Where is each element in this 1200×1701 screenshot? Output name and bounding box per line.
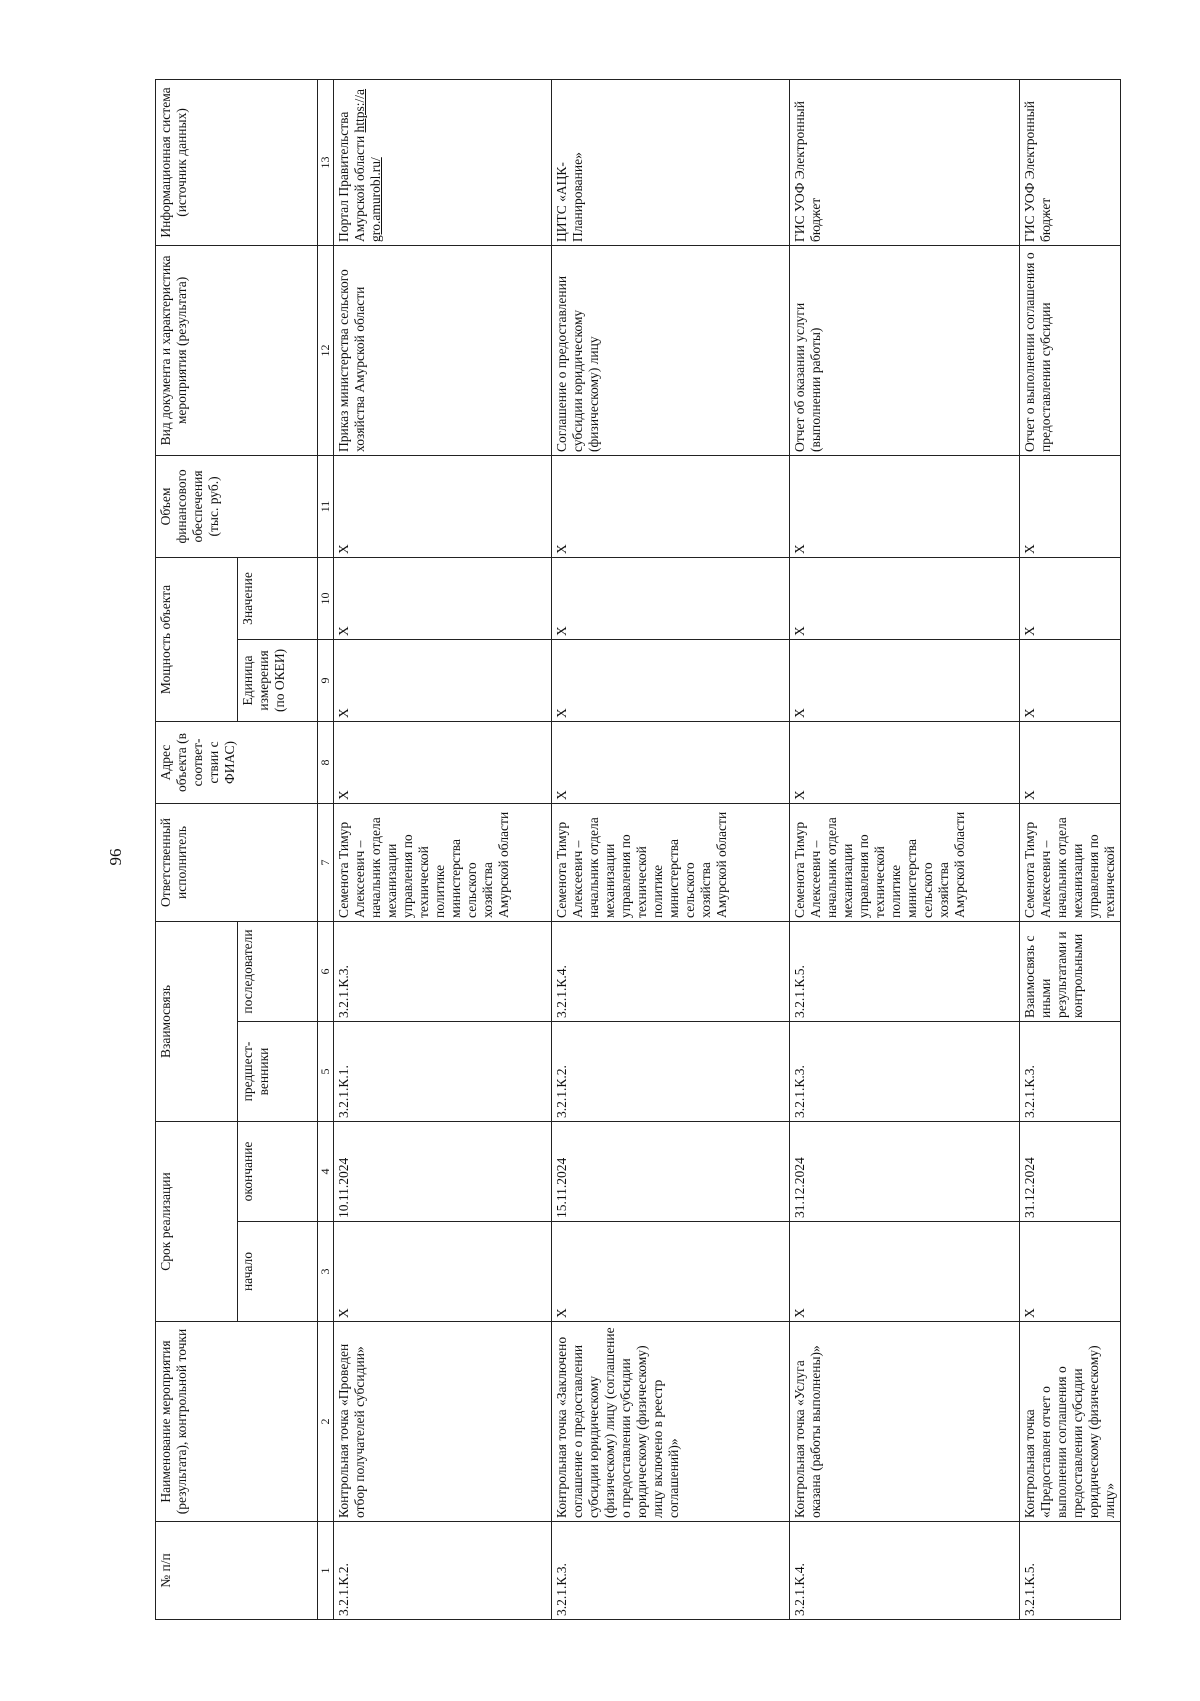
col-number: 11 [318,455,334,557]
row-system [334,79,552,245]
header-row-1 [156,79,238,1619]
row-executor: Семенота Тимур Алексеевич – начальник отдела механизации управления по технической политике министерства сельского хозяйства Амурской области [334,803,552,921]
page-number: 96 [106,848,125,866]
row-start: X [334,1222,552,1322]
row-end: 31.12.2024 [790,1121,1020,1221]
row-doc: Отчет об оказании услуги (выполнении работы) [790,245,1020,455]
row-follower: Взаимосвязь с иными результатами и контрольными [1020,921,1121,1021]
header-term-start: начало [238,1222,318,1322]
header-capacity: Мощность объекта [156,557,238,721]
header-name: Наименование мероприятия (результата), контрольной точки [156,1322,318,1522]
header-followers: последователи [238,921,318,1021]
row-end: 10.11.2024 [334,1121,552,1221]
row-address: X [552,721,790,803]
row-name: Контрольная точка «Проведен отбор получателей субсидии» [334,1322,552,1522]
row-follower: 3.2.1.К.4. [552,921,790,1021]
table-row [334,79,552,1619]
row-unit: X [1020,639,1121,721]
row-name: Контрольная точка «Услуга оказана (работы выполнены)» [790,1322,1020,1522]
row-system: ГИС УОФ Электронный бюджет [1020,79,1121,245]
row-doc: Соглашение о предоставлении субсидии юридическому (физическому) лицу [552,245,790,455]
row-num: 3.2.1.К.2. [334,1522,552,1620]
table-row [790,79,1020,1619]
row-value: X [334,557,552,639]
row-predecessor: 3.2.1.К.2. [552,1021,790,1121]
row-value: X [552,557,790,639]
col-number: 4 [318,1121,334,1221]
row-value: X [1020,557,1121,639]
row-follower: 3.2.1.К.3. [334,921,552,1021]
col-number: 6 [318,921,334,1021]
table-row [552,79,790,1619]
header-value: Значение [238,557,318,639]
row-system: ГИС УОФ Электронный бюджет [790,79,1020,245]
col-number: 13 [318,79,334,245]
plan-table [155,79,1121,1620]
row-name: Контрольная точка «Заключено соглашение о предоставлении субсидии юридическому (физическому) лицу (соглашение о предоставлении субсидии юридическому (физическому) лицу включено в реестр соглашений)» [552,1322,790,1522]
row-start: X [1020,1222,1121,1322]
row-system-link[interactable]: https://agro.amurobl.ru/ [352,88,383,242]
row-end: 31.12.2024 [1020,1121,1121,1221]
header-address: Адрес объекта (в соответ-ствии с ФИАС) [156,721,318,803]
row-start: X [790,1222,1020,1322]
row-finance: X [790,455,1020,557]
col-number: 10 [318,557,334,639]
col-number: 7 [318,803,334,921]
row-predecessor: 3.2.1.К.1. [334,1021,552,1121]
row-system-text: Портал Правительства Амурской области [336,111,367,242]
table-row [1020,79,1121,1619]
header-term-end: окончание [238,1121,318,1221]
row-unit: X [552,639,790,721]
row-address: X [1020,721,1121,803]
row-start: X [552,1222,790,1322]
header-doc-type: Вид документа и характеристика мероприятия (результата) [156,245,318,455]
col-number: 2 [318,1322,334,1522]
header-executor: Ответственный исполнитель [156,803,318,921]
header-info-system: Информационная система (источник данных) [156,79,318,245]
header-relation: Взаимосвязь [156,921,238,1121]
rotated-table-wrapper [155,80,1117,1620]
col-number: 1 [318,1522,334,1620]
header-finance: Объем финансового обеспечения (тыс. руб.) [156,455,318,557]
col-number: 3 [318,1222,334,1322]
row-num: 3.2.1.К.5. [1020,1522,1121,1620]
row-unit: X [790,639,1020,721]
row-finance: X [1020,455,1121,557]
col-number: 8 [318,721,334,803]
col-number: 12 [318,245,334,455]
row-num: 3.2.1.К.3. [552,1522,790,1620]
row-unit: X [334,639,552,721]
col-number: 9 [318,639,334,721]
row-predecessor: 3.2.1.К.3. [1020,1021,1121,1121]
row-value: X [790,557,1020,639]
header-num: № п/п [156,1522,318,1620]
row-finance: X [552,455,790,557]
header-unit: Единица измерения (по ОКЕИ) [238,639,318,721]
row-end: 15.11.2024 [552,1121,790,1221]
header-predecessors: предшест-венники [238,1021,318,1121]
row-name: Контрольная точка «Предоставлен отчет о выполнении соглашения о предоставлении субсидии юридическому (физическому) лицу» [1020,1322,1121,1522]
row-executor: Семенота Тимур Алексеевич – начальник отдела механизации управления по технической политике министерства сельского хозяйства Амурской области [552,803,790,921]
column-number-row [318,79,334,1619]
row-doc: Приказ министерства сельского хозяйства Амурской области [334,245,552,455]
row-num: 3.2.1.К.4. [790,1522,1020,1620]
header-term: Срок реализации [156,1121,238,1321]
col-number: 5 [318,1021,334,1121]
row-finance: X [334,455,552,557]
row-executor: Семенота Тимур Алексеевич – начальник отдела механизации управления по технической [1020,803,1121,921]
row-system: ЦИТС «АЦК-Планирование» [552,79,790,245]
row-address: X [790,721,1020,803]
row-doc: Отчет о выполнении соглашения о предоставлении субсидии [1020,245,1121,455]
row-executor: Семенота Тимур Алексеевич – начальник отдела механизации управления по технической политике министерства сельского хозяйства Амурской области [790,803,1020,921]
row-predecessor: 3.2.1.К.3. [790,1021,1020,1121]
row-address: X [334,721,552,803]
row-follower: 3.2.1.К.5. [790,921,1020,1021]
